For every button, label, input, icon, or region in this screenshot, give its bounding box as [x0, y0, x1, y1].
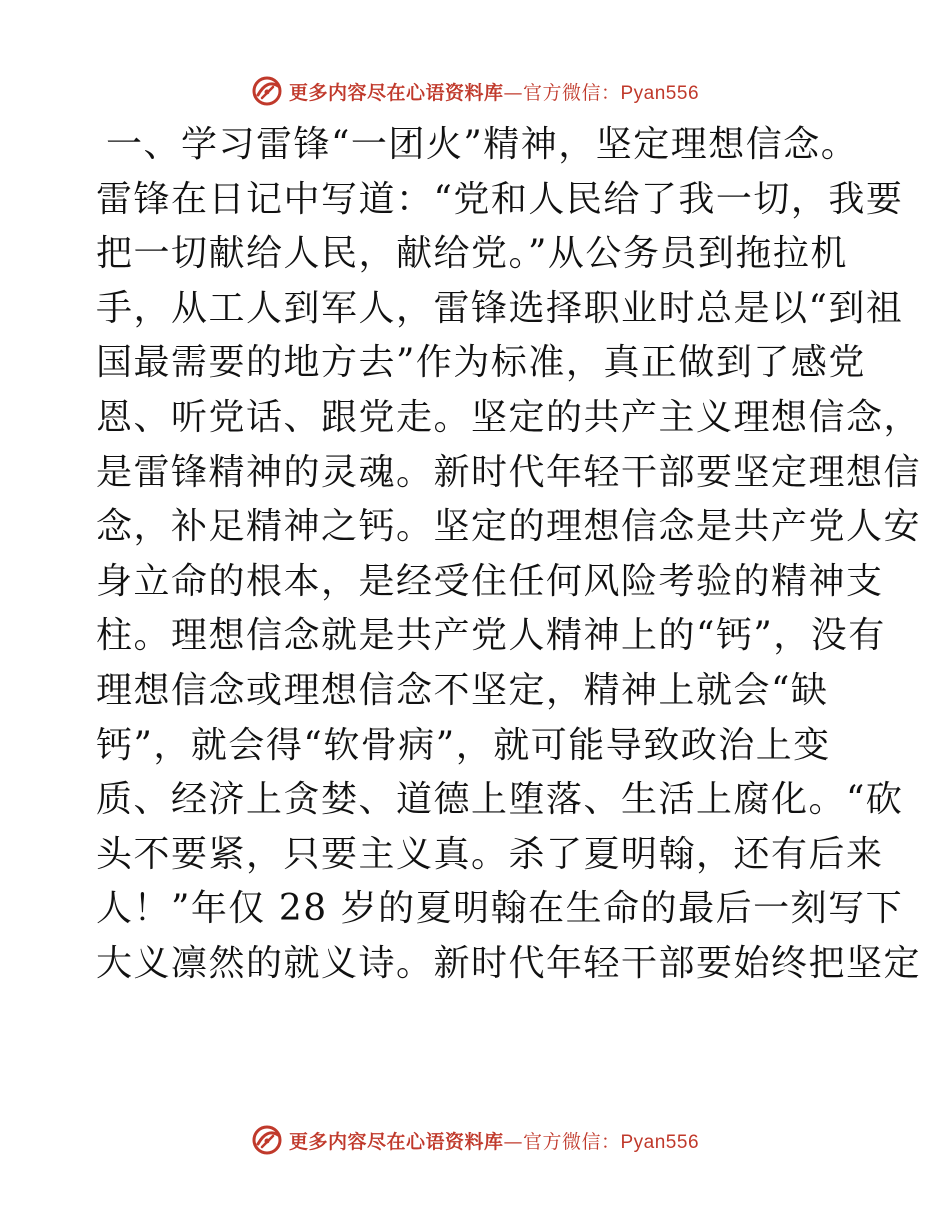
body-line-16: 大义凛然的就义诗。新时代年轻干部要始终把坚定 — [96, 942, 922, 984]
body-line-2: 雷锋在日记中写道：“党和人民给了我一切，我要 — [96, 178, 904, 220]
footer-wechat-label: 官方微信： — [522, 1130, 621, 1153]
footer-wechat-id: Pyan556 — [620, 1131, 700, 1153]
header-wechat-id: Pyan556 — [620, 82, 700, 104]
body-line-9: 身立命的根本，是经受住任何风险考验的精神支 — [96, 560, 884, 602]
brand-logo-icon — [251, 1124, 283, 1156]
header-banner-main: 更多内容尽在心语资料库 — [288, 81, 504, 104]
body-line-4: 手，从工人到军人，雷锋选择职业时总是以“到祖 — [96, 287, 904, 329]
body-line-6: 恩、听党话、跟党走。坚定的共产主义理想信念， — [96, 396, 922, 438]
body-line-3: 把一切献给人民，献给党。”从公务员到拖拉机 — [96, 233, 848, 275]
footer-banner-separator: — — [503, 1130, 523, 1153]
header-banner-content — [251, 75, 699, 107]
body-line-14: 头不要紧，只要主义真。杀了夏明翰，还有后来 — [96, 833, 884, 875]
body-line-7: 是雷锋精神的灵魂。新时代年轻干部要坚定理想信 — [96, 451, 922, 493]
footer-banner — [0, 1120, 950, 1160]
header-wechat-label: 官方微信： — [522, 81, 621, 104]
footer-banner-main: 更多内容尽在心语资料库 — [288, 1130, 504, 1153]
body-line-12: 钙”，就会得“软骨病”，就可能导致政治上变 — [96, 724, 831, 766]
body-line-15: 人！”年仅 28 岁的夏明翰在生命的最后一刻写下 — [96, 888, 904, 930]
body-line-5: 国最需要的地方去”作为标准，真正做到了感党 — [96, 342, 866, 384]
body-line-1: 一、学习雷锋“一团火”精神，坚定理想信念。 — [106, 124, 859, 165]
body-line-8: 念，补足精神之钙。坚定的理想信念是共产党人安 — [96, 506, 922, 548]
header-banner — [0, 71, 950, 111]
body-line-13: 质、经济上贪婪、道德上堕落、生活上腐化。“砍 — [96, 779, 904, 821]
footer-banner-content — [251, 1124, 699, 1156]
header-banner-separator: — — [503, 81, 523, 104]
brand-logo-icon — [251, 75, 283, 107]
footer-banner-text — [289, 1127, 699, 1154]
body-line-11: 理想信念或理想信念不坚定，精神上就会“缺 — [96, 669, 829, 711]
body-line-10: 柱。理想信念就是共产党人精神上的“钙”，没有 — [96, 615, 886, 657]
header-banner-text — [289, 78, 699, 105]
document-body — [96, 118, 922, 992]
